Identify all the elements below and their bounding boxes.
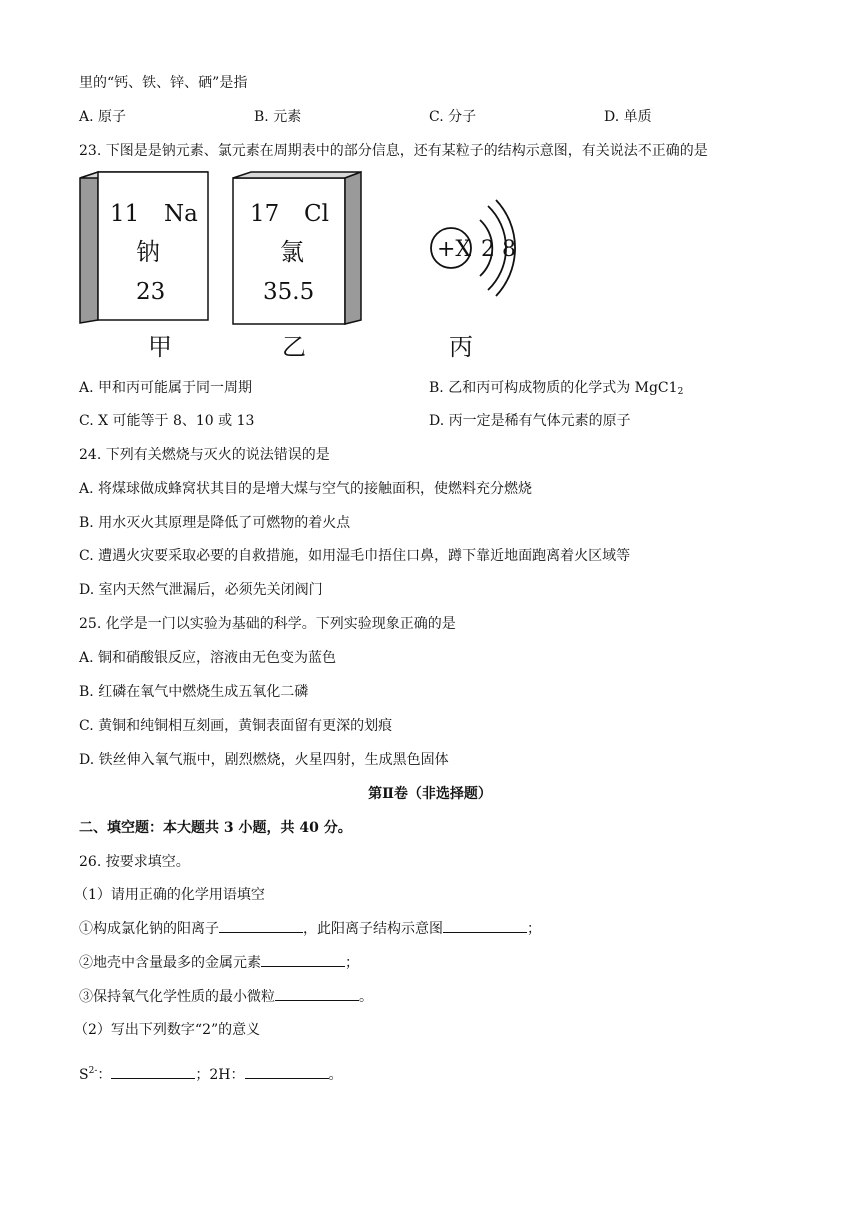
shell-1-count: 2 (481, 237, 495, 262)
q25-stem: 25. 化学是一门以实验为基础的科学。下列实验现象正确的是 (79, 616, 456, 632)
q26-item4-colon: ： (97, 1067, 112, 1083)
sulfide-ion-charge: 2- (88, 1066, 98, 1076)
q26-item4 (79, 1062, 343, 1084)
nucleus-charge: +X (437, 237, 472, 262)
q26-stem: 26. 按要求填空。 (79, 854, 190, 870)
cl-symbol: Cl (304, 201, 329, 227)
q22-option-d: D. 单质 (604, 109, 652, 125)
part-two-title: 第Ⅱ卷（非选择题） (368, 786, 492, 802)
answer-blank-oxygen-particle[interactable] (275, 988, 359, 1001)
cl-atomic-number: 17 (250, 201, 280, 227)
q26-item2 (79, 954, 359, 972)
label-bing: 丙 (449, 333, 473, 361)
label-yi: 乙 (282, 333, 306, 361)
q25-option-a: A. 铜和硝酸银反应，溶液由无色变为蓝色 (79, 650, 337, 666)
q24-option-b: B. 用水灭火其原理是降低了可燃物的着火点 (79, 515, 351, 531)
answer-blank-2h[interactable] (245, 1066, 329, 1079)
q25-option-c: C. 黄铜和纯铜相互刻画，黄铜表面留有更深的划痕 (79, 718, 393, 734)
section-two-heading: 二、填空题：本大题共 3 小题，共 40 分。 (79, 820, 352, 836)
q26-item1-label-2: ，此阳离子结构示意图 (303, 921, 443, 937)
answer-blank-metal-element[interactable] (261, 954, 345, 967)
q22-stem-tail: 里的“钙、铁、锌、硒”是指 (79, 75, 248, 91)
answer-blank-cation[interactable] (219, 920, 303, 933)
q26-sub2: （2）写出下列数字“2”的意义 (74, 1022, 261, 1038)
q24-stem: 24. 下列有关燃烧与灭火的说法错误的是 (79, 447, 330, 463)
q26-item2-end: ； (345, 955, 359, 971)
q23-option-a: A. 甲和丙可能属于同一周期 (79, 380, 253, 396)
q23-option-b-subscript: 2 (677, 387, 684, 397)
cl-mass: 35.5 (263, 279, 315, 305)
q25-option-d: D. 铁丝伸入氧气瓶中，剧烈燃烧，火星四射，生成黑色固体 (79, 752, 449, 768)
shell-2-count: 8 (502, 237, 516, 262)
q24-option-c: C. 遭遇火灾要采取必要的自救措施，如用湿毛巾捂住口鼻，蹲下靠近地面跑离着火区域等 (79, 548, 631, 564)
q26-item1 (79, 920, 541, 938)
q22-option-a: A. 原子 (79, 109, 127, 125)
q23-option-b-text: B. 乙和丙可构成物质的化学式为 MgC1 (429, 380, 678, 396)
cl-name: 氯 (280, 238, 304, 266)
q26-item2-label: ②地壳中含量最多的金属元素 (79, 955, 261, 971)
q25-option-b: B. 红磷在氧气中燃烧生成五氧化二磷 (79, 684, 309, 700)
q26-item1-end: ； (527, 921, 541, 937)
na-symbol: Na (164, 201, 198, 227)
q26-item4-h-label: ；2H： (195, 1067, 245, 1083)
q24-option-a: A. 将煤球做成蜂窝状其目的是增大煤与空气的接触面积，使燃料充分燃烧 (79, 481, 533, 497)
q22-option-b: B. 元素 (254, 109, 302, 125)
answer-blank-sulfide[interactable] (111, 1066, 195, 1079)
q23-stem: 23. 下图是是钠元素、氯元素在周期表中的部分信息，还有某粒子的结构示意图，有关说法不正确的是 (79, 143, 708, 159)
q26-item3 (79, 988, 373, 1006)
q26-item3-end: 。 (359, 989, 373, 1005)
na-mass: 23 (136, 279, 166, 305)
answer-blank-cation-diagram[interactable] (443, 920, 527, 933)
q26-sub1: （1）请用正确的化学用语填空 (74, 887, 265, 903)
q26-item3-label: ③保持氧气化学性质的最小微粒 (79, 989, 275, 1005)
na-atomic-number: 11 (110, 201, 140, 227)
q23-option-b (429, 379, 683, 401)
q23-option-d: D. 丙一定是稀有气体元素的原子 (429, 413, 631, 429)
na-name: 钠 (136, 238, 160, 266)
q23-option-c: C. X 可能等于 8、10 或 13 (79, 413, 255, 429)
q22-option-c: C. 分子 (429, 109, 477, 125)
q26-item1-label: ①构成氯化钠的阳离子 (79, 921, 219, 937)
sulfide-ion-symbol: S (79, 1067, 89, 1083)
q26-item4-end: 。 (328, 1067, 343, 1083)
q24-option-d: D. 室内天然气泄漏后，必须先关闭阀门 (79, 582, 323, 598)
label-jia: 甲 (148, 333, 172, 361)
